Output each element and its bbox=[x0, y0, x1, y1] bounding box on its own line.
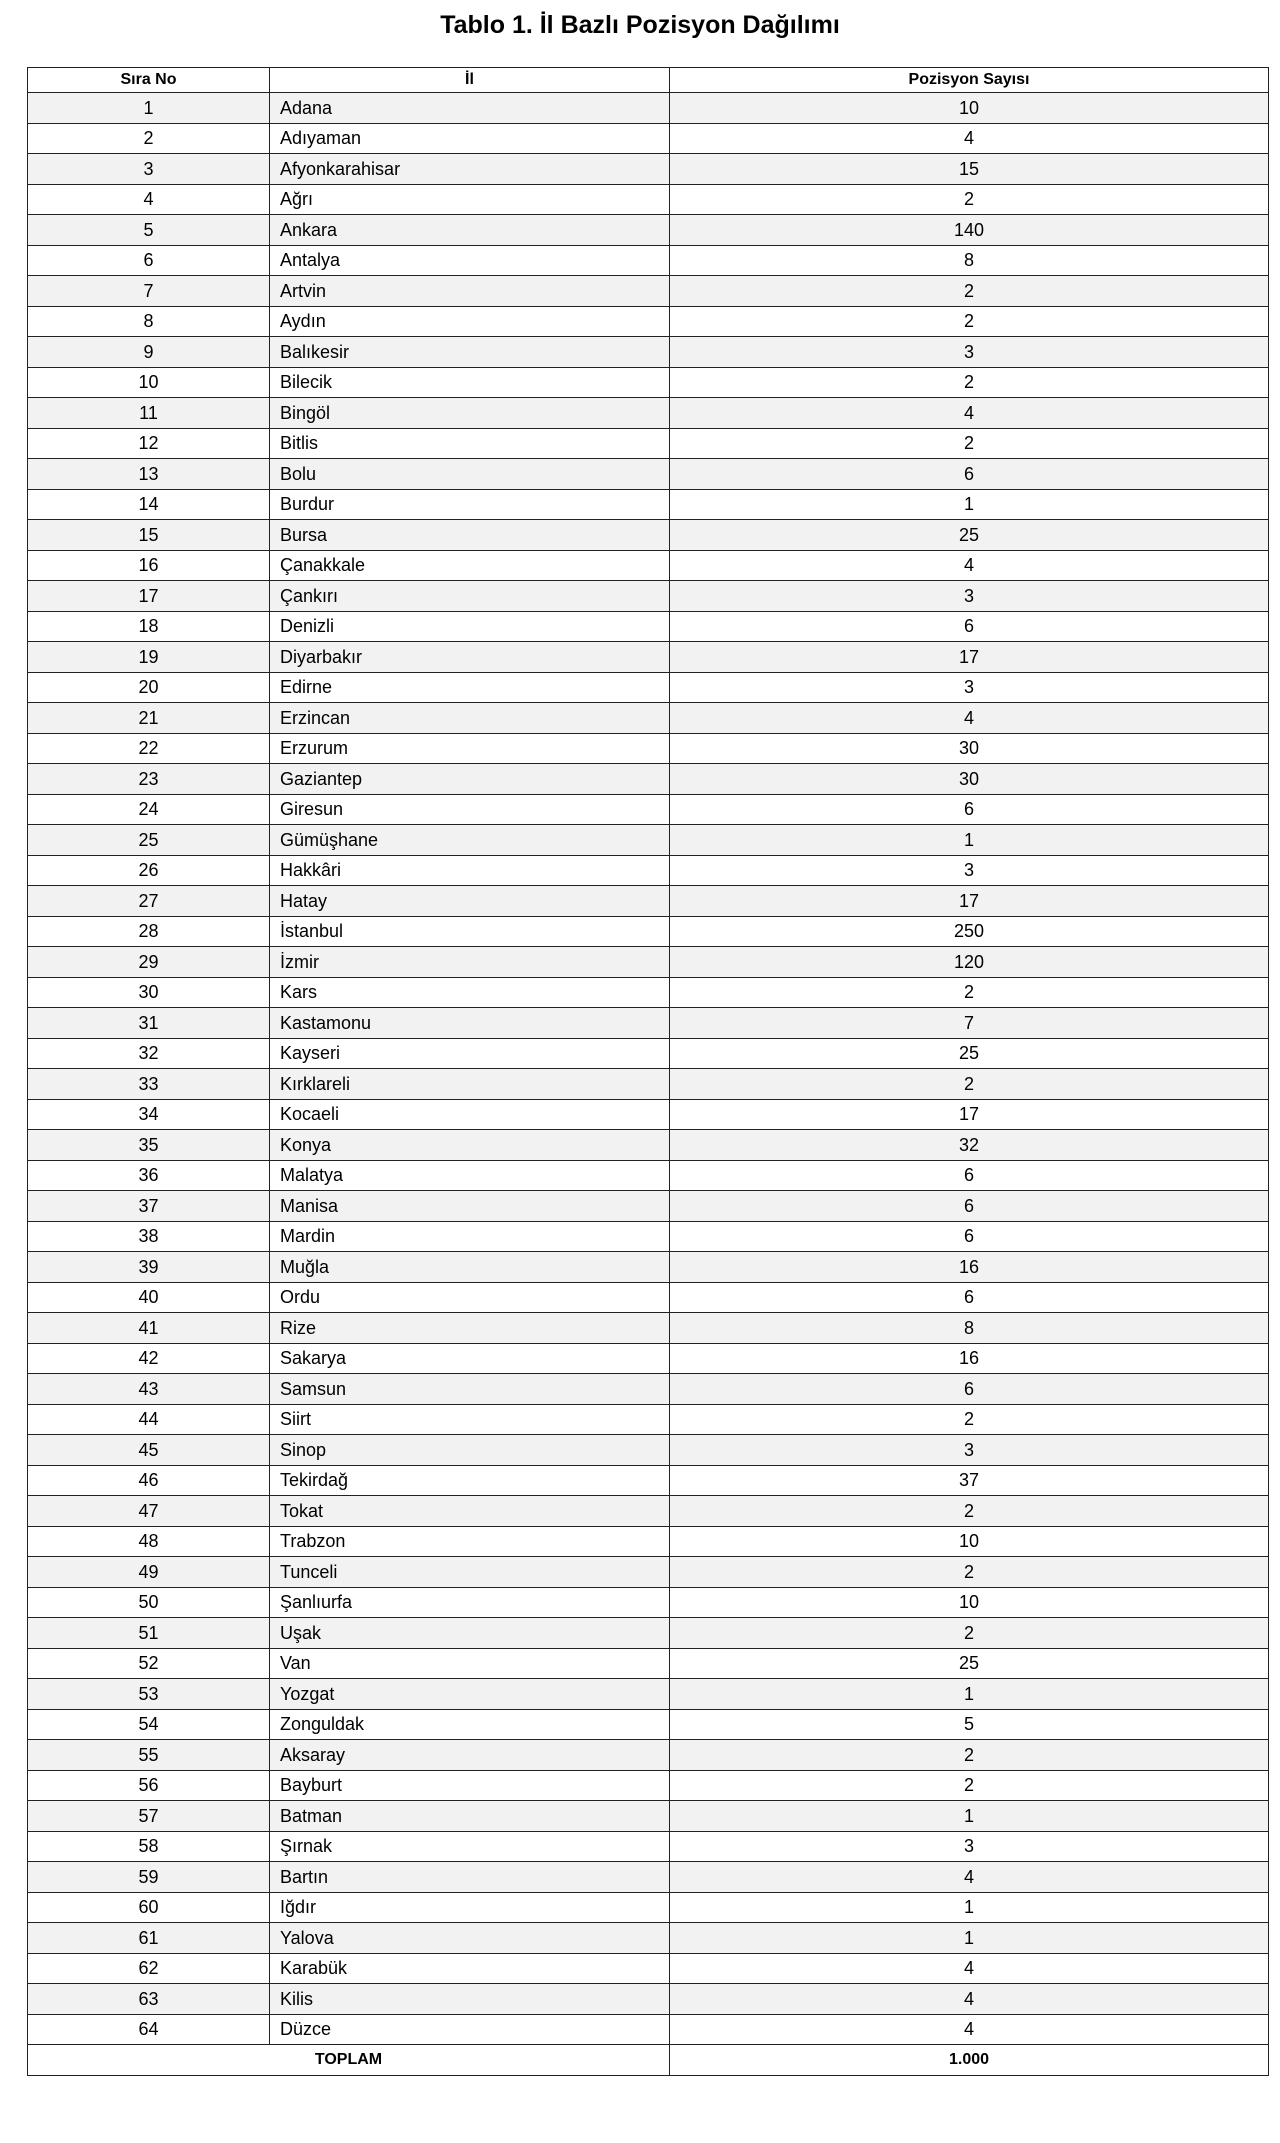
cell-il: Hakkâri bbox=[270, 855, 670, 886]
cell-pozisyon-sayisi: 3 bbox=[670, 1831, 1269, 1862]
cell-sira-no: 34 bbox=[28, 1099, 270, 1130]
cell-il: Erzincan bbox=[270, 703, 670, 734]
cell-sira-no: 39 bbox=[28, 1252, 270, 1283]
cell-il: Aydın bbox=[270, 306, 670, 337]
cell-pozisyon-sayisi: 17 bbox=[670, 642, 1269, 673]
cell-pozisyon-sayisi: 8 bbox=[670, 245, 1269, 276]
cell-pozisyon-sayisi: 2 bbox=[670, 1557, 1269, 1588]
cell-pozisyon-sayisi: 4 bbox=[670, 550, 1269, 581]
cell-il: Düzce bbox=[270, 2014, 670, 2045]
table-row bbox=[28, 672, 1269, 703]
cell-il: Aksaray bbox=[270, 1740, 670, 1771]
cell-pozisyon-sayisi: 10 bbox=[670, 93, 1269, 124]
table-row bbox=[28, 276, 1269, 307]
cell-sira-no: 61 bbox=[28, 1923, 270, 1954]
cell-pozisyon-sayisi: 5 bbox=[670, 1709, 1269, 1740]
cell-sira-no: 35 bbox=[28, 1130, 270, 1161]
cell-sira-no: 52 bbox=[28, 1648, 270, 1679]
cell-il: Denizli bbox=[270, 611, 670, 642]
cell-pozisyon-sayisi: 30 bbox=[670, 733, 1269, 764]
cell-pozisyon-sayisi: 1 bbox=[670, 1892, 1269, 1923]
table-row bbox=[28, 337, 1269, 368]
cell-il: Adana bbox=[270, 93, 670, 124]
cell-sira-no: 10 bbox=[28, 367, 270, 398]
cell-il: Karabük bbox=[270, 1953, 670, 1984]
cell-pozisyon-sayisi: 2 bbox=[670, 306, 1269, 337]
cell-sira-no: 37 bbox=[28, 1191, 270, 1222]
cell-il: Yozgat bbox=[270, 1679, 670, 1710]
cell-sira-no: 14 bbox=[28, 489, 270, 520]
table-row bbox=[28, 428, 1269, 459]
cell-pozisyon-sayisi: 3 bbox=[670, 1435, 1269, 1466]
cell-sira-no: 33 bbox=[28, 1069, 270, 1100]
position-table bbox=[27, 67, 1269, 2076]
table-row bbox=[28, 703, 1269, 734]
cell-sira-no: 25 bbox=[28, 825, 270, 856]
cell-pozisyon-sayisi: 140 bbox=[670, 215, 1269, 246]
cell-il: Hatay bbox=[270, 886, 670, 917]
cell-pozisyon-sayisi: 4 bbox=[670, 398, 1269, 429]
cell-pozisyon-sayisi: 2 bbox=[670, 1740, 1269, 1771]
table-row bbox=[28, 1679, 1269, 1710]
cell-il: Edirne bbox=[270, 672, 670, 703]
cell-sira-no: 57 bbox=[28, 1801, 270, 1832]
cell-pozisyon-sayisi: 3 bbox=[670, 337, 1269, 368]
table-row bbox=[28, 1313, 1269, 1344]
cell-il: Tekirdağ bbox=[270, 1465, 670, 1496]
table-row bbox=[28, 1343, 1269, 1374]
cell-pozisyon-sayisi: 10 bbox=[670, 1526, 1269, 1557]
table-row bbox=[28, 245, 1269, 276]
table-row bbox=[28, 886, 1269, 917]
table-row bbox=[28, 1618, 1269, 1649]
cell-sira-no: 17 bbox=[28, 581, 270, 612]
cell-il: İzmir bbox=[270, 947, 670, 978]
cell-sira-no: 49 bbox=[28, 1557, 270, 1588]
cell-sira-no: 16 bbox=[28, 550, 270, 581]
cell-sira-no: 41 bbox=[28, 1313, 270, 1344]
cell-sira-no: 21 bbox=[28, 703, 270, 734]
cell-il: Sakarya bbox=[270, 1343, 670, 1374]
cell-il: Şırnak bbox=[270, 1831, 670, 1862]
table-row bbox=[28, 93, 1269, 124]
cell-pozisyon-sayisi: 1 bbox=[670, 1801, 1269, 1832]
cell-sira-no: 24 bbox=[28, 794, 270, 825]
cell-pozisyon-sayisi: 2 bbox=[670, 1404, 1269, 1435]
cell-pozisyon-sayisi: 7 bbox=[670, 1008, 1269, 1039]
cell-il: Antalya bbox=[270, 245, 670, 276]
cell-sira-no: 7 bbox=[28, 276, 270, 307]
table-row bbox=[28, 1496, 1269, 1527]
cell-pozisyon-sayisi: 1 bbox=[670, 1923, 1269, 1954]
table-row bbox=[28, 581, 1269, 612]
cell-sira-no: 3 bbox=[28, 154, 270, 185]
cell-sira-no: 46 bbox=[28, 1465, 270, 1496]
cell-pozisyon-sayisi: 2 bbox=[670, 977, 1269, 1008]
table-row bbox=[28, 611, 1269, 642]
cell-sira-no: 30 bbox=[28, 977, 270, 1008]
table-row bbox=[28, 1740, 1269, 1771]
total-label: TOPLAM bbox=[28, 2045, 670, 2076]
cell-sira-no: 55 bbox=[28, 1740, 270, 1771]
cell-pozisyon-sayisi: 25 bbox=[670, 520, 1269, 551]
cell-pozisyon-sayisi: 17 bbox=[670, 886, 1269, 917]
table-row bbox=[28, 1069, 1269, 1100]
cell-pozisyon-sayisi: 2 bbox=[670, 1496, 1269, 1527]
table-row bbox=[28, 520, 1269, 551]
cell-il: Bitlis bbox=[270, 428, 670, 459]
cell-sira-no: 9 bbox=[28, 337, 270, 368]
cell-il: Sinop bbox=[270, 1435, 670, 1466]
table-row bbox=[28, 1374, 1269, 1405]
table-row bbox=[28, 1557, 1269, 1588]
cell-pozisyon-sayisi: 3 bbox=[670, 581, 1269, 612]
cell-sira-no: 18 bbox=[28, 611, 270, 642]
cell-sira-no: 28 bbox=[28, 916, 270, 947]
cell-sira-no: 44 bbox=[28, 1404, 270, 1435]
table-row bbox=[28, 1953, 1269, 1984]
cell-sira-no: 58 bbox=[28, 1831, 270, 1862]
table-row bbox=[28, 916, 1269, 947]
cell-il: Muğla bbox=[270, 1252, 670, 1283]
cell-pozisyon-sayisi: 120 bbox=[670, 947, 1269, 978]
cell-il: Bingöl bbox=[270, 398, 670, 429]
cell-il: Çanakkale bbox=[270, 550, 670, 581]
table-row bbox=[28, 977, 1269, 1008]
cell-pozisyon-sayisi: 4 bbox=[670, 1953, 1269, 1984]
cell-il: Diyarbakır bbox=[270, 642, 670, 673]
table-row bbox=[28, 1892, 1269, 1923]
cell-il: Bayburt bbox=[270, 1770, 670, 1801]
cell-pozisyon-sayisi: 1 bbox=[670, 489, 1269, 520]
cell-il: Şanlıurfa bbox=[270, 1587, 670, 1618]
table-row bbox=[28, 642, 1269, 673]
cell-sira-no: 53 bbox=[28, 1679, 270, 1710]
cell-pozisyon-sayisi: 4 bbox=[670, 1984, 1269, 2015]
cell-pozisyon-sayisi: 2 bbox=[670, 184, 1269, 215]
cell-pozisyon-sayisi: 1 bbox=[670, 825, 1269, 856]
cell-sira-no: 1 bbox=[28, 93, 270, 124]
table-row bbox=[28, 398, 1269, 429]
table-row bbox=[28, 367, 1269, 398]
cell-il: Rize bbox=[270, 1313, 670, 1344]
cell-il: Siirt bbox=[270, 1404, 670, 1435]
cell-pozisyon-sayisi: 6 bbox=[670, 1191, 1269, 1222]
cell-sira-no: 11 bbox=[28, 398, 270, 429]
cell-pozisyon-sayisi: 2 bbox=[670, 1069, 1269, 1100]
cell-pozisyon-sayisi: 10 bbox=[670, 1587, 1269, 1618]
cell-il: Gümüşhane bbox=[270, 825, 670, 856]
cell-sira-no: 8 bbox=[28, 306, 270, 337]
cell-sira-no: 62 bbox=[28, 1953, 270, 1984]
total-value: 1.000 bbox=[670, 2045, 1269, 2076]
table-row bbox=[28, 1831, 1269, 1862]
cell-sira-no: 43 bbox=[28, 1374, 270, 1405]
table-row bbox=[28, 306, 1269, 337]
cell-sira-no: 38 bbox=[28, 1221, 270, 1252]
cell-il: Trabzon bbox=[270, 1526, 670, 1557]
header-il: İl bbox=[270, 68, 670, 93]
cell-pozisyon-sayisi: 15 bbox=[670, 154, 1269, 185]
cell-pozisyon-sayisi: 6 bbox=[670, 1374, 1269, 1405]
table-row bbox=[28, 1282, 1269, 1313]
cell-sira-no: 50 bbox=[28, 1587, 270, 1618]
cell-sira-no: 31 bbox=[28, 1008, 270, 1039]
table-row bbox=[28, 1801, 1269, 1832]
cell-pozisyon-sayisi: 1 bbox=[670, 1679, 1269, 1710]
cell-il: Balıkesir bbox=[270, 337, 670, 368]
table-row bbox=[28, 1038, 1269, 1069]
table-row bbox=[28, 1221, 1269, 1252]
table-body bbox=[28, 93, 1269, 2045]
cell-il: Ordu bbox=[270, 1282, 670, 1313]
table-row bbox=[28, 184, 1269, 215]
cell-pozisyon-sayisi: 4 bbox=[670, 2014, 1269, 2045]
table-row bbox=[28, 825, 1269, 856]
cell-sira-no: 4 bbox=[28, 184, 270, 215]
cell-pozisyon-sayisi: 25 bbox=[670, 1038, 1269, 1069]
cell-il: Van bbox=[270, 1648, 670, 1679]
cell-il: Uşak bbox=[270, 1618, 670, 1649]
cell-il: Artvin bbox=[270, 276, 670, 307]
table-row bbox=[28, 1252, 1269, 1283]
table-row bbox=[28, 489, 1269, 520]
cell-pozisyon-sayisi: 2 bbox=[670, 276, 1269, 307]
cell-pozisyon-sayisi: 32 bbox=[670, 1130, 1269, 1161]
table-row bbox=[28, 855, 1269, 886]
cell-il: Iğdır bbox=[270, 1892, 670, 1923]
table-row bbox=[28, 215, 1269, 246]
cell-il: Manisa bbox=[270, 1191, 670, 1222]
cell-sira-no: 54 bbox=[28, 1709, 270, 1740]
cell-sira-no: 5 bbox=[28, 215, 270, 246]
cell-il: Bursa bbox=[270, 520, 670, 551]
cell-sira-no: 51 bbox=[28, 1618, 270, 1649]
cell-il: Zonguldak bbox=[270, 1709, 670, 1740]
cell-pozisyon-sayisi: 4 bbox=[670, 703, 1269, 734]
cell-pozisyon-sayisi: 37 bbox=[670, 1465, 1269, 1496]
cell-sira-no: 19 bbox=[28, 642, 270, 673]
table-header-row bbox=[28, 68, 1269, 93]
table-row bbox=[28, 947, 1269, 978]
table-row bbox=[28, 764, 1269, 795]
cell-il: Malatya bbox=[270, 1160, 670, 1191]
cell-sira-no: 29 bbox=[28, 947, 270, 978]
cell-pozisyon-sayisi: 2 bbox=[670, 1618, 1269, 1649]
cell-il: Kars bbox=[270, 977, 670, 1008]
cell-il: Çankırı bbox=[270, 581, 670, 612]
cell-il: Giresun bbox=[270, 794, 670, 825]
cell-sira-no: 12 bbox=[28, 428, 270, 459]
table-row bbox=[28, 1160, 1269, 1191]
cell-sira-no: 13 bbox=[28, 459, 270, 490]
cell-il: Mardin bbox=[270, 1221, 670, 1252]
table-row bbox=[28, 123, 1269, 154]
table-row bbox=[28, 154, 1269, 185]
table-row bbox=[28, 459, 1269, 490]
table-row bbox=[28, 1709, 1269, 1740]
cell-pozisyon-sayisi: 6 bbox=[670, 1160, 1269, 1191]
cell-sira-no: 59 bbox=[28, 1862, 270, 1893]
table-row bbox=[28, 1191, 1269, 1222]
cell-il: Batman bbox=[270, 1801, 670, 1832]
cell-il: Ankara bbox=[270, 215, 670, 246]
table-row bbox=[28, 1404, 1269, 1435]
table-row bbox=[28, 1648, 1269, 1679]
cell-il: Erzurum bbox=[270, 733, 670, 764]
cell-pozisyon-sayisi: 6 bbox=[670, 794, 1269, 825]
cell-pozisyon-sayisi: 6 bbox=[670, 611, 1269, 642]
cell-pozisyon-sayisi: 17 bbox=[670, 1099, 1269, 1130]
table-row bbox=[28, 1923, 1269, 1954]
table-row bbox=[28, 794, 1269, 825]
cell-sira-no: 47 bbox=[28, 1496, 270, 1527]
table-row bbox=[28, 1099, 1269, 1130]
table-row bbox=[28, 1770, 1269, 1801]
cell-sira-no: 64 bbox=[28, 2014, 270, 2045]
table-row bbox=[28, 1984, 1269, 2015]
cell-il: Bilecik bbox=[270, 367, 670, 398]
cell-sira-no: 23 bbox=[28, 764, 270, 795]
cell-sira-no: 26 bbox=[28, 855, 270, 886]
cell-sira-no: 32 bbox=[28, 1038, 270, 1069]
cell-sira-no: 60 bbox=[28, 1892, 270, 1923]
cell-sira-no: 27 bbox=[28, 886, 270, 917]
cell-il: Kırklareli bbox=[270, 1069, 670, 1100]
cell-sira-no: 45 bbox=[28, 1435, 270, 1466]
cell-il: Tunceli bbox=[270, 1557, 670, 1588]
cell-sira-no: 63 bbox=[28, 1984, 270, 2015]
cell-il: Afyonkarahisar bbox=[270, 154, 670, 185]
total-row bbox=[28, 2045, 1269, 2076]
cell-il: Gaziantep bbox=[270, 764, 670, 795]
cell-pozisyon-sayisi: 3 bbox=[670, 672, 1269, 703]
header-sira-no: Sıra No bbox=[28, 68, 270, 93]
table-row bbox=[28, 2014, 1269, 2045]
header-pozisyon-sayisi: Pozisyon Sayısı bbox=[670, 68, 1269, 93]
cell-sira-no: 48 bbox=[28, 1526, 270, 1557]
cell-sira-no: 15 bbox=[28, 520, 270, 551]
table-title: Tablo 1. İl Bazlı Pozisyon Dağılımı bbox=[440, 11, 840, 39]
cell-pozisyon-sayisi: 2 bbox=[670, 367, 1269, 398]
cell-il: Bartın bbox=[270, 1862, 670, 1893]
cell-pozisyon-sayisi: 16 bbox=[670, 1343, 1269, 1374]
cell-sira-no: 40 bbox=[28, 1282, 270, 1313]
table-row bbox=[28, 1465, 1269, 1496]
cell-il: Bolu bbox=[270, 459, 670, 490]
table-row bbox=[28, 733, 1269, 764]
cell-sira-no: 42 bbox=[28, 1343, 270, 1374]
cell-il: Yalova bbox=[270, 1923, 670, 1954]
table-row bbox=[28, 1587, 1269, 1618]
cell-sira-no: 6 bbox=[28, 245, 270, 276]
cell-il: Samsun bbox=[270, 1374, 670, 1405]
table-row bbox=[28, 550, 1269, 581]
cell-sira-no: 56 bbox=[28, 1770, 270, 1801]
cell-sira-no: 20 bbox=[28, 672, 270, 703]
cell-sira-no: 2 bbox=[28, 123, 270, 154]
table-row bbox=[28, 1008, 1269, 1039]
cell-il: Tokat bbox=[270, 1496, 670, 1527]
cell-pozisyon-sayisi: 16 bbox=[670, 1252, 1269, 1283]
cell-il: Kilis bbox=[270, 1984, 670, 2015]
table-row bbox=[28, 1862, 1269, 1893]
cell-pozisyon-sayisi: 2 bbox=[670, 1770, 1269, 1801]
cell-pozisyon-sayisi: 25 bbox=[670, 1648, 1269, 1679]
cell-il: Burdur bbox=[270, 489, 670, 520]
cell-pozisyon-sayisi: 2 bbox=[670, 428, 1269, 459]
cell-pozisyon-sayisi: 6 bbox=[670, 459, 1269, 490]
cell-pozisyon-sayisi: 6 bbox=[670, 1282, 1269, 1313]
cell-pozisyon-sayisi: 250 bbox=[670, 916, 1269, 947]
cell-il: Kayseri bbox=[270, 1038, 670, 1069]
cell-sira-no: 22 bbox=[28, 733, 270, 764]
cell-il: Kastamonu bbox=[270, 1008, 670, 1039]
cell-pozisyon-sayisi: 4 bbox=[670, 1862, 1269, 1893]
cell-il: Kocaeli bbox=[270, 1099, 670, 1130]
cell-pozisyon-sayisi: 3 bbox=[670, 855, 1269, 886]
cell-pozisyon-sayisi: 30 bbox=[670, 764, 1269, 795]
cell-pozisyon-sayisi: 8 bbox=[670, 1313, 1269, 1344]
cell-il: İstanbul bbox=[270, 916, 670, 947]
cell-il: Adıyaman bbox=[270, 123, 670, 154]
cell-pozisyon-sayisi: 6 bbox=[670, 1221, 1269, 1252]
cell-il: Ağrı bbox=[270, 184, 670, 215]
table-row bbox=[28, 1435, 1269, 1466]
cell-pozisyon-sayisi: 4 bbox=[670, 123, 1269, 154]
cell-sira-no: 36 bbox=[28, 1160, 270, 1191]
table-row bbox=[28, 1526, 1269, 1557]
cell-il: Konya bbox=[270, 1130, 670, 1161]
table-row bbox=[28, 1130, 1269, 1161]
